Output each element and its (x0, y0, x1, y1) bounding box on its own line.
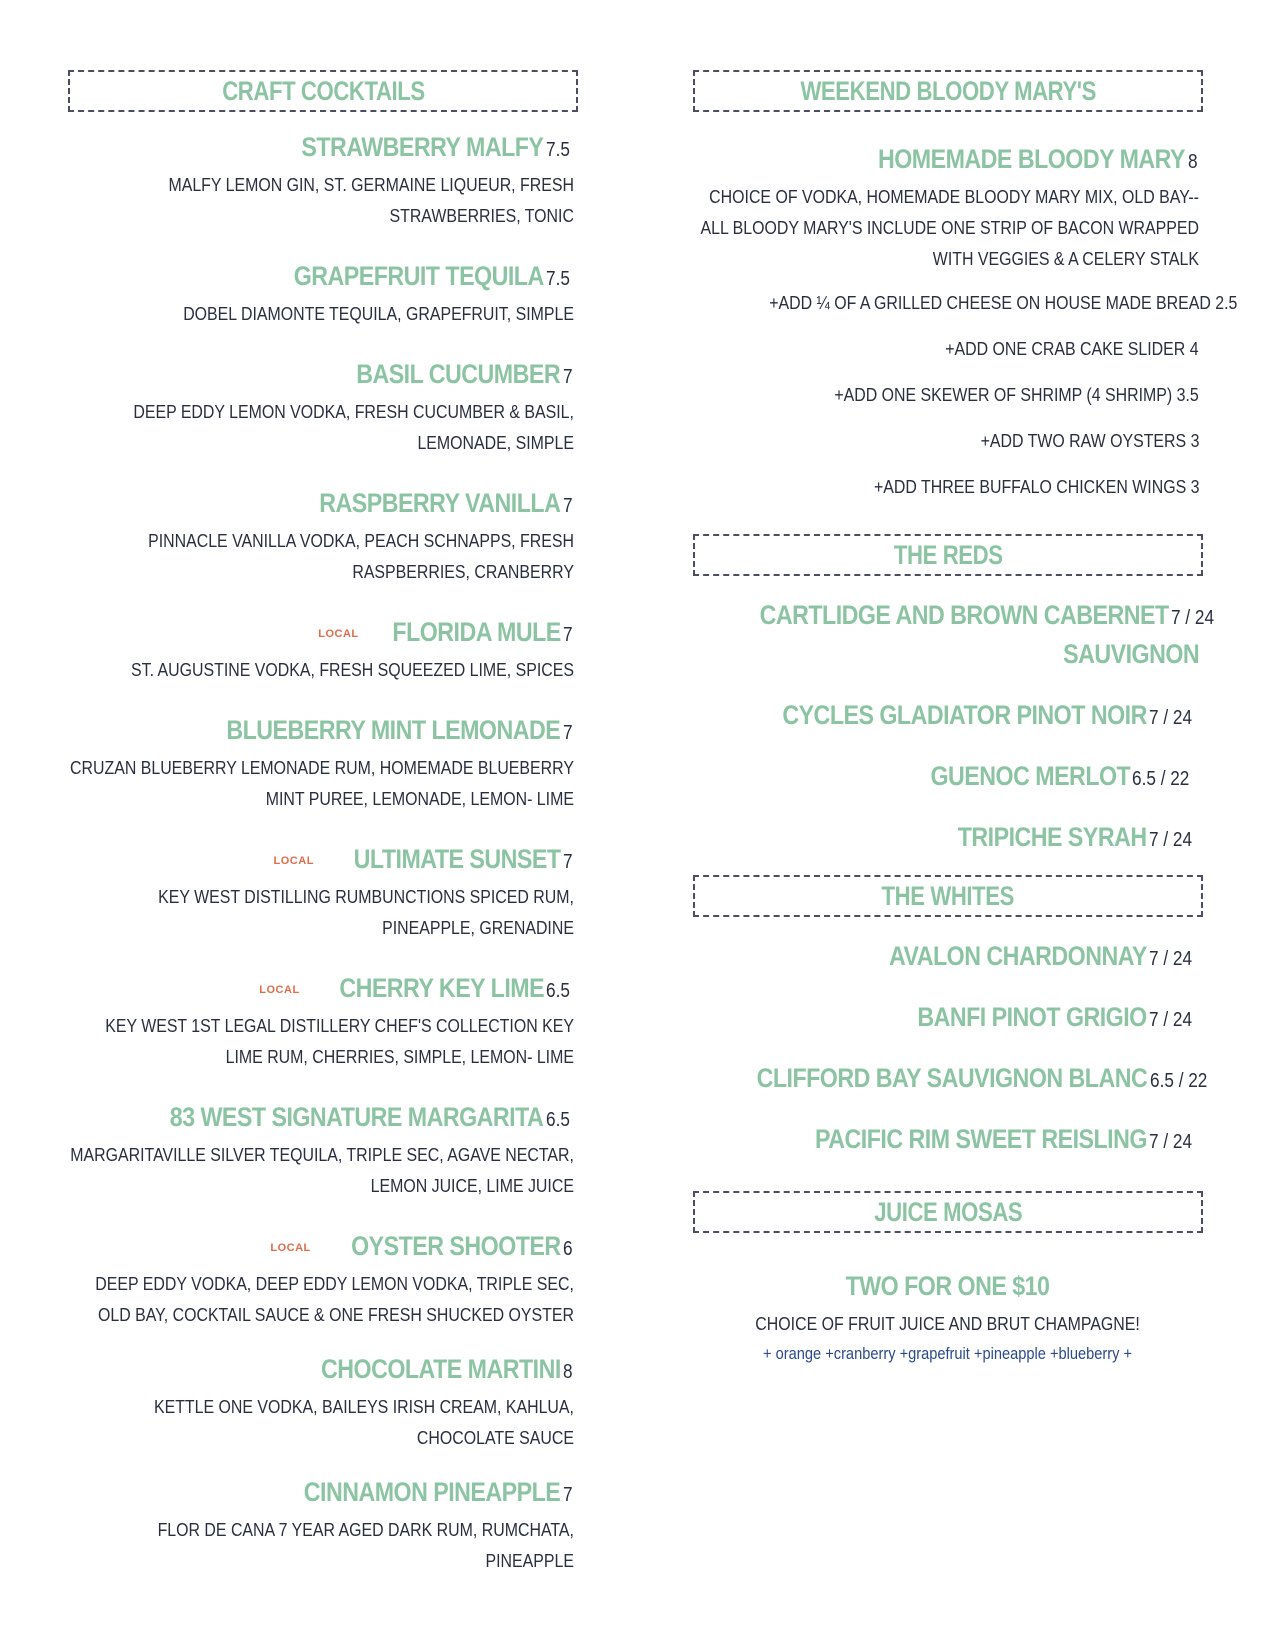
item-name-line (68, 1352, 574, 1391)
item-name-line (68, 130, 574, 169)
item-description: MARGARITAVILLE SILVER TEQUILA, TRIPLE SEC, AGAVE NECTAR, LEMON JUICE, LIME JUICE (70, 1144, 575, 1196)
wine-item (693, 1000, 1203, 1039)
wine-name: GUENOC MERLOT (930, 761, 1130, 791)
wine-name-line (693, 598, 1215, 637)
menu-item (68, 1475, 578, 1576)
wine-price: 7 / 24 (1148, 1131, 1192, 1153)
wine-item (693, 939, 1203, 978)
item-name: OYSTER SHOOTER (350, 1231, 561, 1261)
item-name: TWO FOR ONE $10 (846, 1271, 1050, 1301)
item-price: 7.5 (546, 268, 571, 290)
item-name: CHERRY KEY LIME (339, 973, 544, 1003)
item-name-line (68, 713, 574, 752)
item-price: 7.5 (546, 139, 571, 161)
addon-item (693, 372, 1203, 418)
menu-item (68, 1352, 578, 1453)
section-title: JUICE MOSAS (873, 1196, 1023, 1227)
addon-text: +ADD ONE SKEWER OF SHRIMP (4 SHRIMP) 3.5 (834, 384, 1199, 405)
menu-item (68, 130, 578, 231)
item-description: CHOICE OF FRUIT JUICE AND BRUT CHAMPAGNE! (755, 1313, 1141, 1334)
menu-item (68, 1229, 578, 1330)
item-description: CHOICE OF VODKA, HOMEMADE BLOODY MARY MIX, OLD BAY-- ALL BLOODY MARY'S INCLUDE ONE STRIP OF BACON WRAPPED WITH VEGGIES & A CELERY STALK (700, 186, 1199, 269)
item-price: 7 (562, 722, 573, 744)
wine-price: 6.5 / 22 (1149, 1070, 1208, 1092)
item-name: 83 WEST SIGNATURE MARGARITA (170, 1102, 544, 1132)
wine-item (693, 1061, 1208, 1100)
wine-name: PACIFIC RIM SWEET REISLING (814, 1124, 1147, 1154)
item-name-line (68, 971, 574, 1010)
addon-text: +ADD THREE BUFFALO CHICKEN WINGS 3 (873, 476, 1199, 497)
item-name: STRAWBERRY MALFY (301, 132, 544, 162)
cocktail-list (68, 130, 578, 1576)
wine-price: 7 / 24 (1148, 1009, 1192, 1031)
item-price: 7 (562, 366, 573, 388)
item-description: DEEP EDDY LEMON VODKA, FRESH CUCUMBER & BASIL, LEMONADE, SIMPLE (133, 401, 574, 453)
item-description: KEY WEST 1ST LEGAL DISTILLERY CHEF'S COLLECTION KEY LIME RUM, CHERRIES, SIMPLE, LEMON- LIME (105, 1015, 574, 1067)
whites-list (693, 939, 1208, 1161)
item-name: GRAPEFRUIT TEQUILA (293, 261, 544, 291)
item-description: MALFY LEMON GIN, ST. GERMAINE LIQUEUR, FRESH STRAWBERRIES, TONIC (168, 174, 574, 226)
menu-item (68, 842, 578, 943)
section-title: WEEKEND BLOODY MARY'S (800, 75, 1096, 106)
item-name: HOMEMADE BLOODY MARY (878, 144, 1186, 174)
wine-name-line (693, 820, 1199, 859)
reds-list (693, 598, 1215, 859)
wine-price: 6.5 / 22 (1132, 768, 1190, 790)
local-badge: LOCAL (318, 628, 359, 640)
bloody-mary-header (693, 70, 1203, 112)
item-name-line (68, 842, 574, 881)
item-name: BLUEBERRY MINT LEMONADE (226, 715, 561, 745)
menu-item (68, 357, 578, 458)
addon-item (693, 418, 1203, 464)
item-name-line (68, 486, 574, 525)
item-name-line (68, 357, 574, 396)
item-name: RASPBERRY VANILLA (319, 488, 561, 518)
item-description: KETTLE ONE VODKA, BAILEYS IRISH CREAM, KAHLUA, CHOCOLATE SAUCE (154, 1396, 574, 1448)
wine-name-line (693, 759, 1199, 798)
item-price: 7 (562, 1484, 573, 1506)
item-name: FLORIDA MULE (392, 617, 561, 647)
wine-price: 7 / 24 (1171, 607, 1215, 629)
right-column (693, 70, 1238, 1369)
section-title: THE WHITES (881, 880, 1015, 911)
item-name-line (68, 1475, 574, 1514)
juice-flavors: + orange +cranberry +grapefruit +pineapple +blueberry + (763, 1344, 1133, 1363)
wine-item (693, 598, 1215, 676)
item-description: ST. AUGUSTINE VODKA, FRESH SQUEEZED LIME, SPICES (131, 659, 574, 680)
reds-header (693, 534, 1203, 576)
local-badge: LOCAL (270, 1242, 311, 1254)
item-name-line (68, 1100, 574, 1139)
wine-item (693, 1122, 1203, 1161)
local-badge: LOCAL (273, 855, 314, 867)
wine-price: 7 / 24 (1148, 948, 1192, 970)
wine-name-line (693, 1061, 1208, 1100)
wine-item (693, 759, 1203, 798)
menu-item (68, 1100, 578, 1201)
craft-cocktails-header (68, 70, 578, 112)
item-price: 7 (562, 624, 573, 646)
addon-list (693, 280, 1238, 510)
juice-mosa-offer (693, 1269, 1203, 1369)
wine-name-line (693, 698, 1199, 737)
item-price: 8 (1187, 151, 1198, 173)
wine-name-cont: SAUVIGNON (1063, 639, 1199, 669)
menu-item (68, 615, 578, 685)
menu-item (68, 713, 578, 814)
item-description: DEEP EDDY VODKA, DEEP EDDY LEMON VODKA, TRIPLE SEC, OLD BAY, COCKTAIL SAUCE & ONE FRESH SHUCKED OYSTER (95, 1273, 574, 1325)
whites-header (693, 875, 1203, 917)
wine-name: CLIFFORD BAY SAUVIGNON BLANC (756, 1063, 1148, 1093)
menu-item (693, 142, 1203, 274)
section-title: THE REDS (893, 539, 1003, 570)
item-description: PINNACLE VANILLA VODKA, PEACH SCHNAPPS, FRESH RASPBERRIES, CRANBERRY (148, 530, 574, 582)
wine-price: 7 / 24 (1148, 707, 1192, 729)
item-description: FLOR DE CANA 7 YEAR AGED DARK RUM, RUMCHATA, PINEAPPLE (157, 1519, 574, 1571)
wine-name: AVALON CHARDONNAY (888, 941, 1147, 971)
menu-item (68, 486, 578, 587)
item-description: KEY WEST DISTILLING RUMBUNCTIONS SPICED RUM, PINEAPPLE, GRENADINE (158, 886, 575, 938)
item-price: 6.5 (546, 980, 571, 1002)
item-name-line (68, 259, 574, 298)
wine-item (693, 698, 1203, 737)
craft-cocktails-column (68, 70, 578, 1576)
menu-item (68, 971, 578, 1072)
item-price: 7 (562, 851, 573, 873)
wine-name-line-2 (693, 637, 1199, 676)
wine-price: 7 / 24 (1148, 829, 1192, 851)
addon-text: +ADD ONE CRAB CAKE SLIDER 4 (945, 338, 1199, 359)
local-badge: LOCAL (259, 984, 300, 996)
menu-item (68, 259, 578, 329)
section-title: CRAFT COCKTAILS (221, 75, 425, 106)
addon-item (693, 280, 1238, 326)
item-name: ULTIMATE SUNSET (353, 844, 561, 874)
wine-name: CYCLES GLADIATOR PINOT NOIR (782, 700, 1147, 730)
wine-name-line (693, 1000, 1199, 1039)
wine-name: TRIPICHE SYRAH (957, 822, 1147, 852)
item-name: BASIL CUCUMBER (356, 359, 561, 389)
addon-item (693, 464, 1203, 510)
addon-item (693, 326, 1203, 372)
wine-name: BANFI PINOT GRIGIO (917, 1002, 1147, 1032)
wine-name: CARTLIDGE AND BROWN CABERNET (759, 600, 1169, 630)
juice-mosas-header (693, 1191, 1203, 1233)
item-price: 6 (562, 1238, 573, 1260)
item-name-line (68, 1229, 574, 1268)
item-price: 6.5 (546, 1109, 571, 1131)
wine-item (693, 820, 1203, 859)
item-name: CHOCOLATE MARTINI (320, 1354, 561, 1384)
item-price: 7 (562, 495, 573, 517)
item-price: 8 (562, 1361, 573, 1383)
item-name: CINNAMON PINEAPPLE (303, 1477, 561, 1507)
wine-name-line (693, 1122, 1199, 1161)
item-description: DOBEL DIAMONTE TEQUILA, GRAPEFRUIT, SIMPLE (183, 303, 574, 324)
wine-name-line (693, 939, 1199, 978)
addon-text: +ADD ¼ OF A GRILLED CHEESE ON HOUSE MADE BREAD 2.5 (769, 292, 1238, 313)
item-description: CRUZAN BLUEBERRY LEMONADE RUM, HOMEMADE BLUEBERRY MINT PUREE, LEMONADE, LEMON- LIME (70, 757, 575, 809)
addon-text: +ADD TWO RAW OYSTERS 3 (980, 430, 1199, 451)
item-name-line (68, 615, 574, 654)
